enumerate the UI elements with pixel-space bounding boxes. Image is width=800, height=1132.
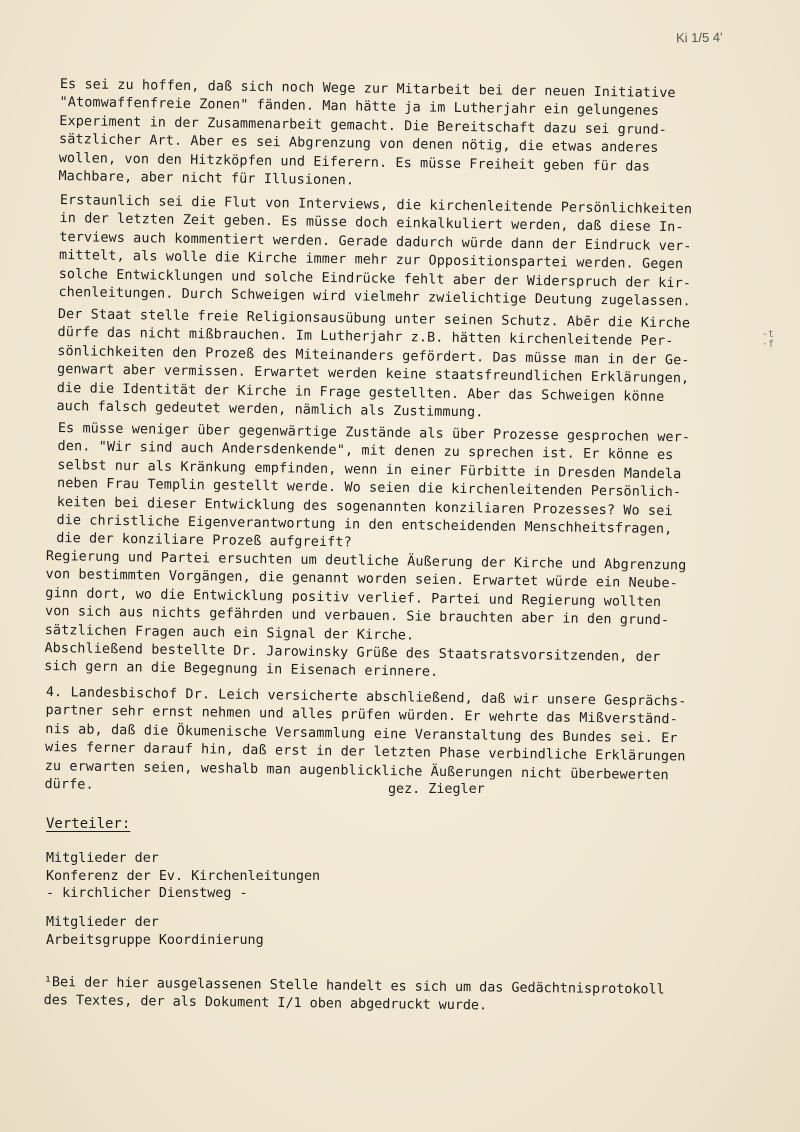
paragraph-interviews: Erstaunlich sei die Flut von Interviews, die kirchenleitende Persönlichkeiten in der letzten Zeit geben. Es müsse doch einkalkuliert werden, daß diese In- terviews auch kommentiert werden. Gerade dadurch würde dann der Eindruck ver- mittelt, als wolle die Kirche immer mehr zur Oppositionspartei werden. Gegen solche Entwicklungen und solche Eindrücke fehlt aber der Widerspruch der kir- chenleitungen. Durch Schweigen wird vielmehr zwielichtige Deutung zugelassen. [58, 192, 693, 310]
distribution-group: Mitglieder der Arbeitsgruppe Koordinierung [46, 915, 264, 948]
paragraph-atomwaffenfreie-zonen: Es sei zu hoffen, daß sich noch Wege zur Mitarbeit bei der neuen Initiative "Atomwaffenfreie Zonen" fänden. Man hätte ja im Lutherjahr ein gelungenes Experiment in der Zusammenarbeit gemacht. Die Bereitschaft dazu sei grund- sätzlicher Art. Aber es sei Abgrenzung von denen nötig, die etwas anderes wollen, von den Hitzköpfen und Eiferern. Es müsse Freiheit geben für das Machbare, aber nicht für Illusionen. [58, 76, 676, 189]
footnote: ¹Bei der hier ausgelassenen Stelle handelt es sich um das Gedächtnisprotokoll des Textes, der als Dokument I/1 oben abgedruckt wurde. [43, 974, 665, 1014]
distribution-heading: Verteiler: [46, 816, 131, 832]
archive-reference-mark: Ki 1/5 4' [675, 29, 723, 46]
paragraph-prozesse: Es müsse weniger über gegenwärtige Zustände als über Prozesse gesprochen wer- den. "Wir sind auch Andersdenkende", mit denen zu sprechen ist. Er könne es selbst nur als Kränkung empfinden, wenn in einer Fürbitte in Dresden Mandela neben Frau Templin gestellt werde. Wo seien die kirchenleitenden Persönlich- keiten bei dieser Entwicklung des sogenannten konziliaren Prozesses? Wo sei die christliche Eigenverantwortung in den entscheidenden Menschheitsfragen, die der konziliare Prozeß aufgreift? [56, 420, 691, 551]
distribution-group: Mitglieder der Konferenz der Ev. Kirchenleitungen - kirchlicher Dienstweg - [46, 851, 321, 901]
paragraph-religionsausuebung: Der Staat stelle freie Religionsausübung unter seinen Schutz. Abēr die Kirche dürfe das nicht mißbrauchen. Im Lutherjahr z.B. hätten kirchenleitende Per- sönlichkeiten den Prozeß des Miteinanders gefördert. Das müsse man in der Ge- genwart aber vermissen. Erwartet werden keine staatsfreundlichen Erklärungen, die die Identität der Kirche in Frage gestellten. Aber das Schweigen könne auch falsch gedeutet werden, nämlich als Zustimmung. [56, 306, 691, 421]
signature-line: gez. Ziegler [388, 782, 485, 797]
paragraph-regierung-partei: Regierung und Partei ersuchten um deutliche Äußerung der Kirche und Abgrenzung von bestimmten Vorgängen, die genannt worden seien. Erwartet würde ein Neube- ginn dort, wo die Entwicklung positiv verlief. Partei und Regierung wollten von sich aus nichts gefährden und verbauen. Sie brauchten aber in den grund- sätzlichen Fragen auch ein Signal der Kirche. Abschließend bestellte Dr. Jarowinsky Grüße des Staatsratsvorsitzenden, der sich gern an die Begegnung in Eisenach erinnere. [44, 548, 687, 681]
paragraph-landesbischof: 4. Landesbischof Dr. Leich versicherte abschließend, daß wir unsere Gesprächs- partner sehr ernst nehmen und alles prüfen würden. Er wehrte das Mißverständ- nis ab, daß die Ökumenische Versammlung eine Veranstaltung des Bundes sei. Er wies ferner darauf hin, daß erst in der letzten Phase verbindliche Erklärungen zu erwarten seien, weshalb man augenblickliche Äußerungen nicht überbewerten dürfe. [44, 684, 687, 793]
margin-mark: -t ·f [762, 329, 775, 350]
